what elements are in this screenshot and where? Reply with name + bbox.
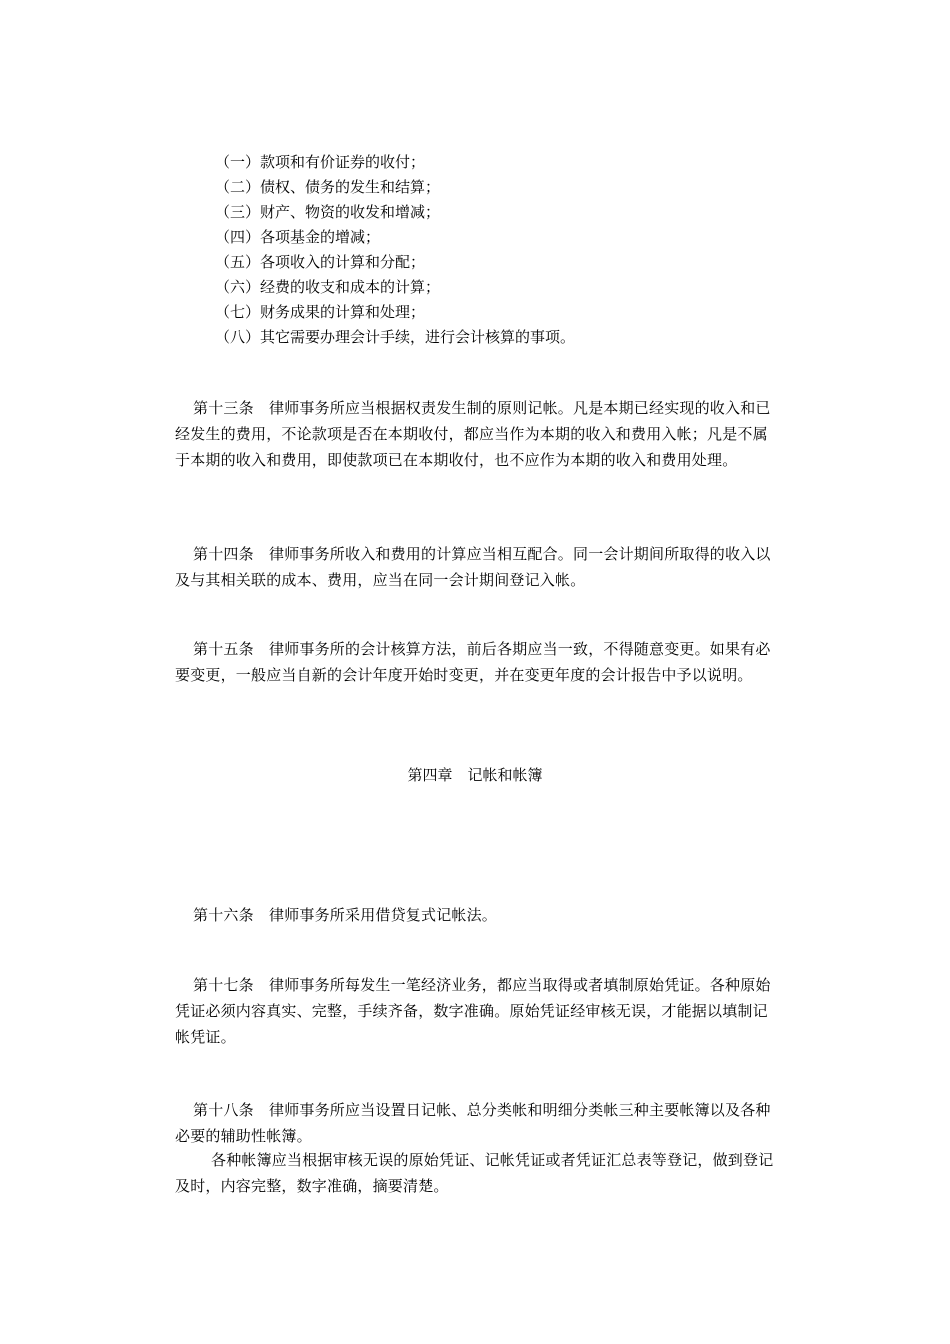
article-18: 第十八条 律师事务所应当设置日记帐、总分类帐和明细分类帐三种主要帐簿以及各种必要的辅助性帐簿。 xyxy=(175,1101,771,1145)
list-item: （一）款项和有价证券的收付； xyxy=(215,153,426,171)
chapter-heading: 第四章 记帐和帐簿 xyxy=(407,766,543,784)
accounting-items-list xyxy=(215,150,815,350)
article-16: 第十六条 律师事务所采用借贷复式记帐法。 xyxy=(193,906,498,924)
list-item: （七）财务成果的计算和处理； xyxy=(215,303,426,321)
article-18-paragraph-2: 各种帐簿应当根据审核无误的原始凭证、记帐凭证或者凭证汇总表等登记，做到登记及时，内容完整，数字准确，摘要清楚。 xyxy=(175,1151,774,1195)
article-14: 第十四条 律师事务所收入和费用的计算应当相互配合。同一会计期间所取得的收入以及与其相关联的成本、费用，应当在同一会计期间登记入帐。 xyxy=(175,545,771,589)
list-item: （六）经费的收支和成本的计算； xyxy=(215,278,441,296)
article-15: 第十五条 律师事务所的会计核算方法，前后各期应当一致，不得随意变更。如果有必要变更，一般应当自新的会计年度开始时变更，并在变更年度的会计报告中予以说明。 xyxy=(175,640,771,684)
list-item: （五）各项收入的计算和分配； xyxy=(215,253,426,271)
list-item: （二）债权、债务的发生和结算； xyxy=(215,178,441,196)
list-item: （四）各项基金的增减； xyxy=(215,228,381,246)
list-item: （八）其它需要办理会计手续，进行会计核算的事项。 xyxy=(215,328,576,346)
list-item: （三）财产、物资的收发和增减； xyxy=(215,203,441,221)
article-17: 第十七条 律师事务所每发生一笔经济业务，都应当取得或者填制原始凭证。各种原始凭证必须内容真实、完整，手续齐备，数字准确。原始凭证经审核无误，才能据以填制记帐凭证。 xyxy=(175,976,771,1046)
article-13: 第十三条 律师事务所应当根据权责发生制的原则记帐。凡是本期已经实现的收入和已经发生的费用，不论款项是否在本期收付，都应当作为本期的收入和费用入帐；凡是不属于本期的收入和费用，即使款项已在本期收付，也不应作为本期的收入和费用处理。 xyxy=(175,399,771,469)
